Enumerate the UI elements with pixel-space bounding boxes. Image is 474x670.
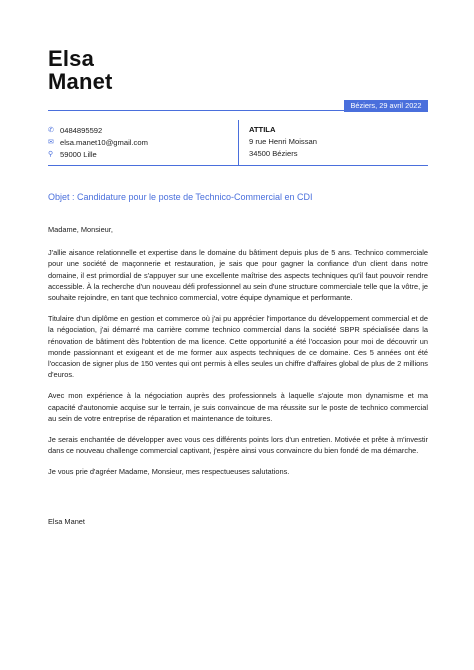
first-name: Elsa [48, 46, 95, 71]
paragraph: Je serais enchantée de développer avec vous ces différents points lors d'un entretien. Motivée et prête à m'investir dans ce nouveau challenge commercial captivant, j'espère ainsi vous convaincre du bien fondé de ma démarche. [48, 435, 428, 456]
salutation: Madame, Monsieur, [48, 225, 113, 234]
recipient-name: ATTILA [249, 125, 276, 134]
phone-row [48, 124, 148, 136]
location-row [48, 148, 148, 160]
email-row [48, 136, 148, 148]
paragraph: Titulaire d'un diplôme en gestion et commerce où j'ai pu apprécier l'importance du développement commercial et de la négociation, j'ai démarré ma carrière comme technico commercial dans la société SBPR spécialisée dans la rénovation de bâtiment dès l'obtention de ma licence. Cette opportunité a été l'occasion pour moi de découvrir un monde passionnant et exigeant et de me former aux aspects techniques de ce domaine. Ces 5 années ont été l'occasion de signer plus de 150 ventes qui ont permis à elles seules un chiffre d'affaires global de plus de 2 millions d'euros. [48, 314, 428, 380]
location-pin-icon: ⚲ [48, 151, 54, 158]
recipient-address [249, 124, 317, 160]
mail-icon: ✉ [48, 139, 54, 146]
date-row [48, 100, 428, 112]
sender-name [48, 47, 113, 93]
recipient-street: 9 rue Henri Moissan [249, 137, 317, 146]
contact-block [48, 120, 428, 166]
phone-icon: ✆ [48, 127, 54, 134]
email-text: elsa.manet10@gmail.com [60, 137, 148, 147]
closing: Je vous prie d'agréer Madame, Monsieur, mes respectueuses salutations. [48, 467, 290, 477]
letter-subject: Objet : Candidature pour le poste de Technico-Commercial en CDI [48, 192, 313, 202]
last-name: Manet [48, 69, 113, 94]
phone-text: 0484895592 [60, 125, 103, 135]
paragraph: J'allie aisance relationnelle et expertise dans le domaine du bâtiment depuis plus de 5 ans. Technico commerciale pour une société de maçonnerie et restauration, je sais que pour gagner la confiance d'un client dans notre domaine, il est primordial de s'appuyer sur une excellente maîtrise des aspects techniques qu'il faut pouvoir rendre accessible. À la recherche d'un nouveau défi professionnel au sein d'une structure commerciale telle que la vôtre, je souhaite rejoindre, en tant que technico commercial, votre équipe dynamique et performante. [48, 248, 428, 303]
contact-divider [238, 120, 239, 165]
date-rule [48, 110, 344, 111]
signature: Elsa Manet [48, 517, 85, 526]
sender-contact [48, 124, 148, 160]
letter-body [48, 224, 428, 488]
paragraph: Avec mon expérience à la négociation auprès des professionnels à laquelle s'ajoute mon dynamisme et ma capacité d'autonomie acquise sur le terrain, je suis convaincue de ma réussite sur le poste de technico commercial au sein de votre entreprise de réparation et maintenance de toitures. [48, 391, 428, 423]
recipient-city: 34500 Béziers [249, 149, 298, 158]
location-text: 59000 Lille [60, 149, 97, 159]
date-badge: Béziers, 29 avril 2022 [344, 100, 428, 112]
